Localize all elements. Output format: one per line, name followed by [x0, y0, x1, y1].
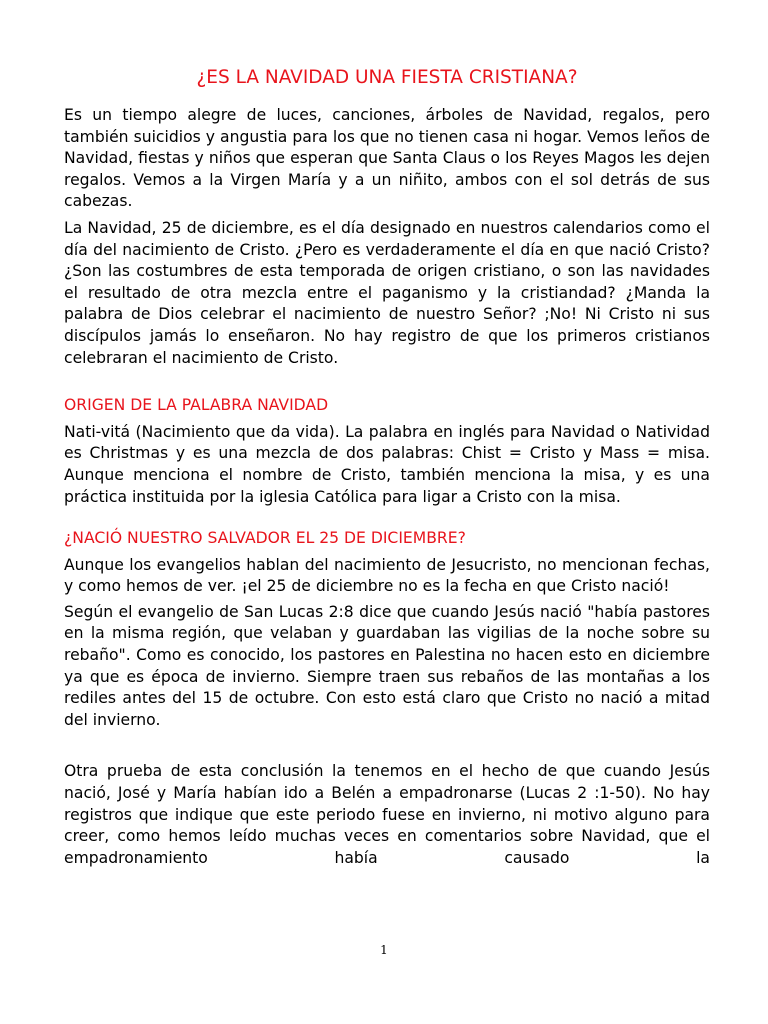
origin-paragraph: Nati-vitá (Nacimiento que da vida). La palabra en inglés para Navidad o Natividad es Christmas y es una mezcla de dos palabras: Chist = Cristo y Mass = misa. Aunque menciona el nombre de Cristo, también menciona la misa, y es una práctica instituida por la iglesia Católica para ligar a Cristo con la misa. — [64, 422, 710, 506]
birth-paragraph-2: Según el evangelio de San Lucas 2:8 dice que cuando Jesús nació "había pastores en la misma región, que velaban y guardaban las vigilias de la noche sobre su rebaño". Como es conocido, los pastores en Palestina no hacen esto en diciembre ya que es época de invierno. Siempre traen sus rebaños de las montañas a los rediles antes del 15 de octubre. Con esto está claro que Cristo no nació a mitad del invierno. — [64, 602, 710, 729]
document-body — [64, 105, 710, 869]
page-number: 1 — [380, 943, 388, 957]
section-heading-birth: ¿NACIÓ NUESTRO SALVADOR EL 25 DE DICIEMBRE? — [64, 529, 466, 548]
birth-paragraph-1: Aunque los evangelios hablan del nacimiento de Jesucristo, no mencionan fechas, y como hemos de ver. ¡el 25 de diciembre no es la fecha en que Cristo nació! — [64, 555, 710, 596]
birth-paragraph-3: Otra prueba de esta conclusión la tenemos en el hecho de que cuando Jesús nació, José y María habían ido a Belén a empadronarse (Lucas 2 :1-50). No hay registros que indique que este periodo fuese en invierno, ni motivo alguno para creer, como hemos leído muchas veces en comentarios sobre Navidad, que el empadronamiento había causado la — [64, 762, 710, 867]
intro-paragraph-1: Es un tiempo alegre de luces, canciones, árboles de Navidad, regalos, pero también suicidios y angustia para los que no tienen casa ni hogar. Vemos leños de Navidad, fiestas y niños que esperan que Santa Claus o los Reyes Magos les dejen regalos. Vemos a la Virgen María y a un niñito, ambos con el sol detrás de sus cabezas. — [64, 106, 710, 211]
document-title: ¿ES LA NAVIDAD UNA FIESTA CRISTIANA? — [196, 67, 578, 88]
section-heading-origin: ORIGEN DE LA PALABRA NAVIDAD — [64, 396, 329, 415]
intro-paragraph-2: La Navidad, 25 de diciembre, es el día designado en nuestros calendarios como el día del nacimiento de Cristo. ¿Pero es verdaderamente el día en que nació Cristo? ¿Son las costumbres de esta temporada de origen cristiano, o son las navidades el resultado de otra mezcla entre el paganismo y la cristiandad? ¿Manda la palabra de Dios celebrar el nacimiento de nuestro Señor? ;No! Ni Cristo ni sus discípulos jamás lo enseñaron. No hay registro de que los primeros cristianos celebraran el nacimiento de Cristo. — [64, 218, 710, 367]
